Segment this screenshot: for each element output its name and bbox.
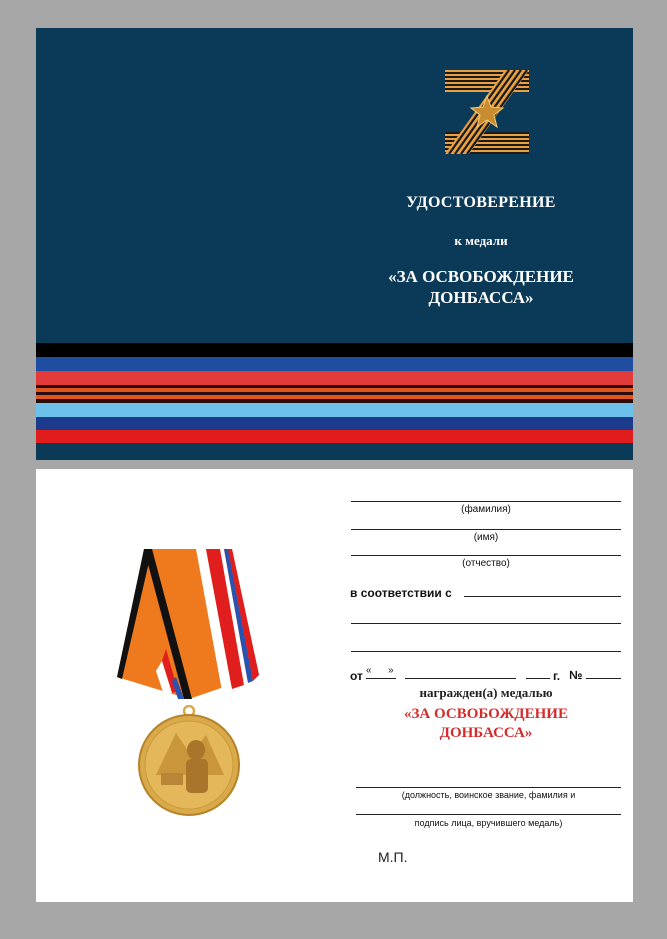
- name-caption: (имя): [473, 532, 499, 543]
- surname-line[interactable]: [351, 501, 621, 502]
- stripe-10: [36, 430, 633, 443]
- stripe-8: [36, 403, 633, 417]
- name-line[interactable]: [351, 529, 621, 530]
- cover-medal-name-line2: ДОНБАССА»: [428, 288, 534, 307]
- flag-stripes: [36, 343, 633, 443]
- medal-name: [351, 705, 621, 743]
- day-quote-open: «: [366, 665, 372, 676]
- day-line[interactable]: [366, 678, 396, 679]
- number-line[interactable]: [586, 678, 621, 679]
- stripe-1: [36, 357, 633, 371]
- cover-medal-name-line1: «ЗА ОСВОБОЖДЕНИЕ: [388, 267, 574, 286]
- year-label: г.: [553, 669, 561, 683]
- medal-name-line2: ДОНБАССА»: [439, 725, 533, 741]
- from-label: от: [350, 669, 363, 683]
- stripe-9: [36, 417, 633, 430]
- patronymic-caption: (отчество): [462, 558, 510, 569]
- patronymic-line[interactable]: [351, 555, 621, 556]
- certificate-cover: [36, 28, 633, 460]
- basis-line-2[interactable]: [351, 651, 621, 652]
- cover-title: УДОСТОВЕРЕНИЕ: [406, 194, 556, 211]
- accordance-line[interactable]: [464, 596, 621, 597]
- signer-line-2[interactable]: [356, 814, 621, 815]
- medal-name-line1: «ЗА ОСВОБОЖДЕНИЕ: [404, 706, 568, 722]
- z-ribbon-star-icon: [443, 68, 531, 156]
- year-line[interactable]: [526, 678, 550, 679]
- certificate-inner: [36, 469, 633, 902]
- cover-subtitle: к медали: [454, 233, 508, 248]
- surname-caption: (фамилия): [461, 504, 511, 515]
- number-label: №: [569, 668, 583, 682]
- accordance-label: в соответствии с: [350, 586, 452, 600]
- seal-label: М.П.: [378, 849, 408, 865]
- awarded-label: награжден(а) медалью: [419, 685, 553, 700]
- basis-line-1[interactable]: [351, 623, 621, 624]
- signer-line-1[interactable]: [356, 787, 621, 788]
- stripe-0: [36, 343, 633, 357]
- cover-medal-name: [366, 266, 596, 308]
- day-quote-close: »: [388, 665, 394, 676]
- signer-caption-2: подпись лица, вручившего медаль): [414, 818, 563, 828]
- signer-caption-1: (должность, воинское звание, фамилия и: [401, 790, 576, 800]
- gold-medal-icon: [136, 705, 242, 817]
- stripe-2: [36, 371, 633, 385]
- month-line[interactable]: [405, 678, 516, 679]
- medal-ribbon-icon: [114, 549, 264, 699]
